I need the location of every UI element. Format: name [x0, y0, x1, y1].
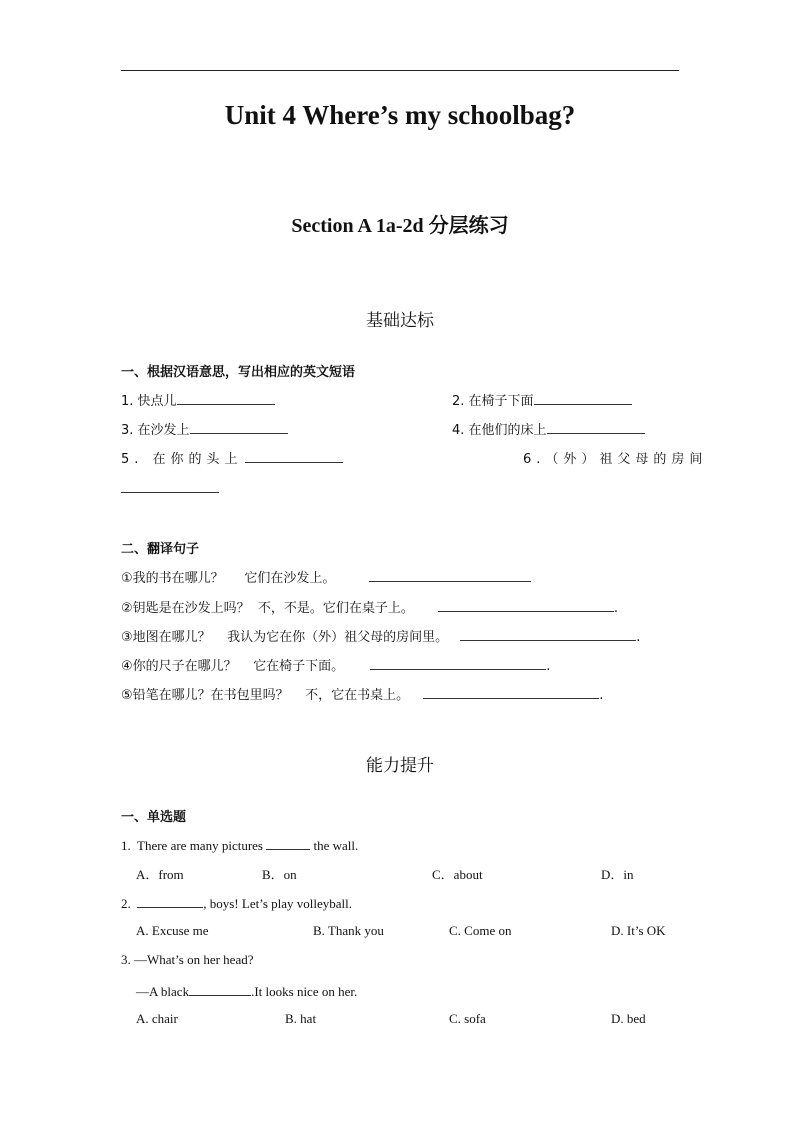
- question-1-option-a[interactable]: A．from: [136, 867, 184, 882]
- answer-blank[interactable]: [177, 390, 275, 405]
- part1-heading: 一、根据汉语意思，写出相应的英文短语: [121, 365, 356, 380]
- top-rule: [121, 70, 679, 71]
- section-subtitle: Section A 1a-2d 分层练习: [291, 215, 509, 237]
- sentence-end: .: [613, 601, 619, 616]
- question-2-option-c[interactable]: C. Come on: [449, 923, 512, 938]
- phrase-item-5: [121, 448, 343, 467]
- question-1-stem: [121, 835, 358, 854]
- sentence-end: .: [636, 630, 641, 645]
- level-advanced-heading: 能力提升: [366, 756, 434, 776]
- translate-item-2: [121, 597, 618, 616]
- answer-blank[interactable]: [547, 419, 645, 434]
- phrase-item-1: [121, 390, 275, 409]
- question-2-stem: [121, 893, 352, 912]
- answer-blank[interactable]: [534, 390, 632, 405]
- level-basic-heading: 基础达标: [366, 311, 434, 331]
- question-3-option-b[interactable]: B. hat: [285, 1011, 317, 1026]
- sentence-end: .: [546, 659, 551, 674]
- answer-blank[interactable]: [189, 981, 251, 996]
- question-3-option-a[interactable]: A. chair: [136, 1011, 178, 1026]
- phrase-item-5-label: 5. 在你的头上: [121, 452, 243, 467]
- question-2-option-b[interactable]: B. Thank you: [313, 923, 384, 938]
- question-1-option-c[interactable]: C．about: [432, 867, 483, 882]
- question-3-option-c[interactable]: C. sofa: [449, 1011, 486, 1026]
- answer-blank[interactable]: [121, 478, 219, 493]
- question-3-line2: [136, 981, 357, 1000]
- translate-item-3-label: ③地图在哪儿？ 我认为它在你（外）祖父母的房间里。: [121, 630, 449, 645]
- phrase-item-1-label: 1. 快点儿: [121, 394, 177, 409]
- question-1-option-d[interactable]: D．in: [601, 867, 634, 882]
- phrase-item-2: [452, 390, 632, 409]
- translate-item-3: [121, 626, 640, 645]
- part3-heading: 一、单选题: [121, 810, 187, 825]
- translate-item-5-label: ⑤铅笔在哪儿？在书包里吗？ 不，它在书桌上。: [121, 688, 410, 703]
- question-3-option-d[interactable]: D. bed: [611, 1011, 646, 1026]
- question-1-text-end: the wall.: [310, 838, 359, 853]
- question-2-text-end: , boys! Let’s play volleyball.: [203, 896, 353, 911]
- translate-item-1: [121, 567, 531, 586]
- question-1-text: 1. There are many pictures: [121, 838, 267, 853]
- answer-blank[interactable]: [190, 419, 288, 434]
- answer-blank[interactable]: [370, 655, 546, 670]
- page-title: Unit 4 Where’s my schoolbag?: [224, 100, 576, 130]
- question-3-stem: 3. —What’s on her head?: [121, 952, 254, 967]
- translate-item-4: [121, 655, 550, 674]
- question-3-line2-text: —A black: [136, 984, 190, 999]
- answer-blank[interactable]: [438, 597, 614, 612]
- phrase-item-6-blank-row: [121, 478, 219, 497]
- answer-blank[interactable]: [423, 684, 599, 699]
- answer-blank[interactable]: [369, 567, 531, 582]
- sentence-end: .: [599, 688, 604, 703]
- question-3-line2-end: .It looks nice on her.: [251, 984, 358, 999]
- phrase-item-6: 6.（外）祖父母的房间: [523, 452, 708, 467]
- answer-blank[interactable]: [266, 835, 310, 850]
- phrase-item-4: [452, 419, 645, 438]
- part2-heading: 二、翻译句子: [121, 542, 200, 557]
- question-2-text: 2.: [121, 896, 138, 911]
- answer-blank[interactable]: [460, 626, 636, 641]
- question-1-option-b[interactable]: B．on: [262, 867, 297, 882]
- question-2-option-a[interactable]: A. Excuse me: [136, 923, 209, 938]
- translate-item-1-label: ①我的书在哪儿？ 它们在沙发上。: [121, 571, 336, 586]
- translate-item-2-label: ②钥匙是在沙发上吗？ 不，不是。它们在桌子上。: [121, 601, 414, 616]
- phrase-item-2-label: 2. 在椅子下面: [452, 394, 534, 409]
- phrase-item-3: [121, 419, 288, 438]
- phrase-item-3-label: 3. 在沙发上: [121, 423, 190, 438]
- translate-item-4-label: ④你的尺子在哪儿？ 它在椅子下面。: [121, 659, 345, 674]
- phrase-item-4-label: 4. 在他们的床上: [452, 423, 547, 438]
- answer-blank[interactable]: [137, 893, 203, 908]
- question-2-option-d[interactable]: D. It’s OK: [611, 923, 666, 938]
- translate-item-5: [121, 684, 603, 703]
- answer-blank[interactable]: [245, 448, 343, 463]
